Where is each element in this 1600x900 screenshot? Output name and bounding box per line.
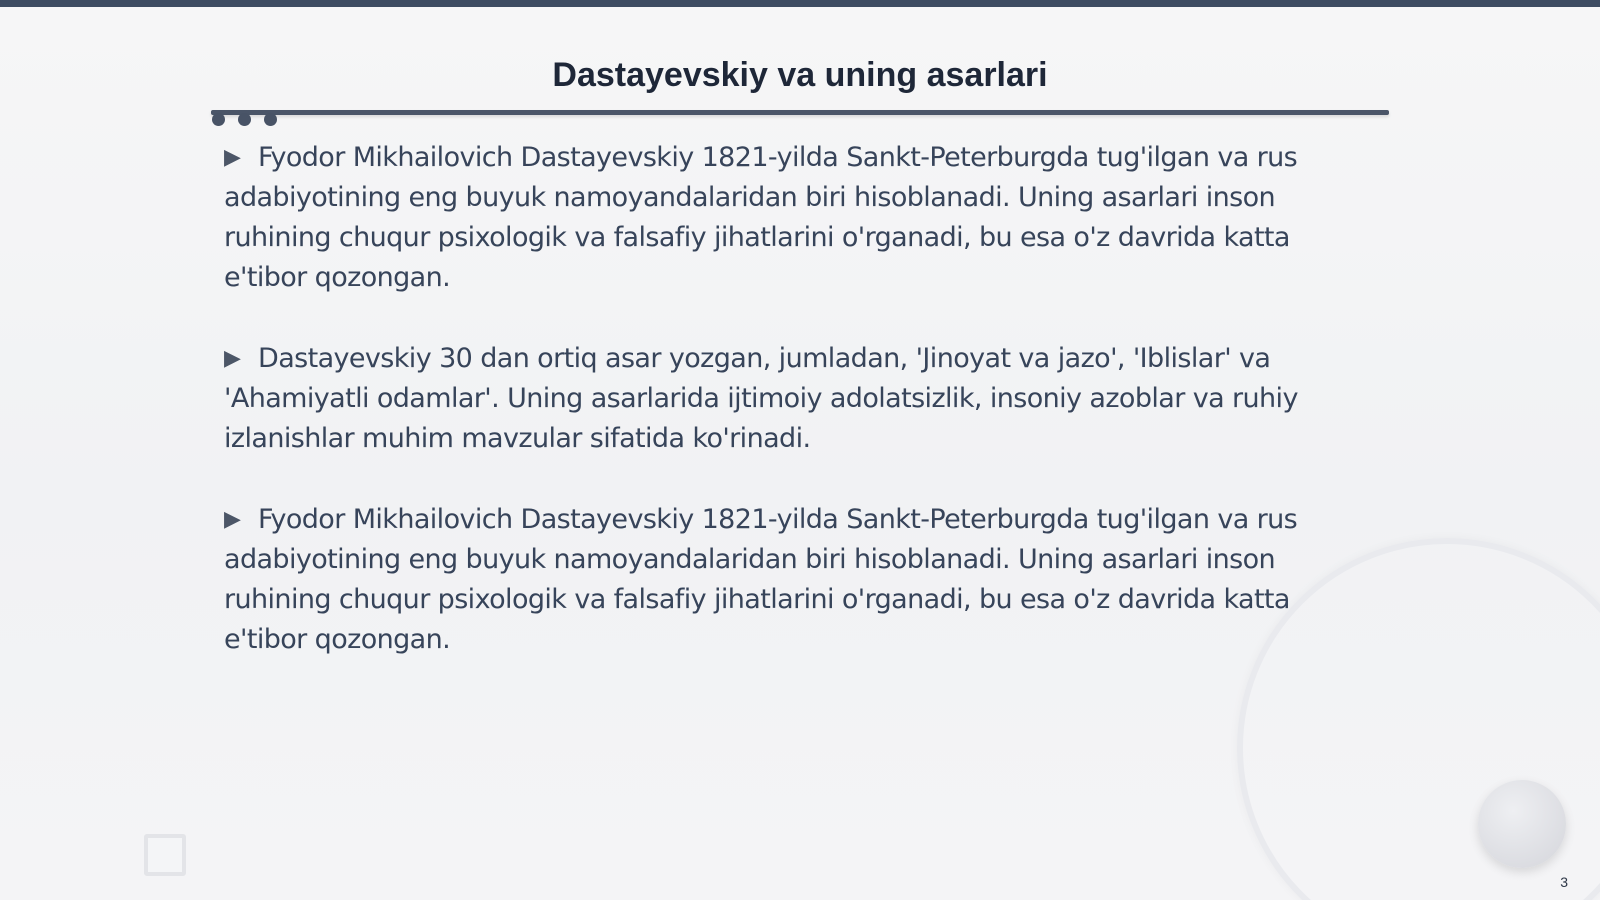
bullet-text: Fyodor Mikhailovich Dastayevskiy 1821-yilda Sankt-Peterburgda tug'ilgan va rus adabiyotining eng buyuk namoyandalaridan biri hisoblanadi. Uning asarlari inson ruhining chuqur psixologik va falsafiy jihatlarini o'rganadi, bu esa o'z davrida katta e'tibor qozongan. <box>224 142 1298 293</box>
bullet-item <box>224 500 1344 660</box>
decorative-square <box>144 834 186 876</box>
bullet-item <box>224 339 1344 459</box>
triangle-right-icon: ▶ <box>224 346 241 371</box>
title-underline <box>211 110 1389 115</box>
underline-dot <box>238 113 251 126</box>
bullet-text: Dastayevskiy 30 dan ortiq asar yozgan, jumladan, 'Jinoyat va jazo', 'Iblislar' va 'Ahamiyatli odamlar'. Uning asarlarida ijtimoiy adolatsizlik, insoniy azoblar va ruhiy izlanishlar muhim mavzular sifatida ko'rinadi. <box>224 343 1298 454</box>
underline-dot <box>264 113 277 126</box>
top-accent-band <box>0 0 1600 7</box>
bullet-item <box>224 138 1344 298</box>
underline-dot <box>212 113 225 126</box>
title-area <box>210 48 1390 120</box>
bullet-text: Fyodor Mikhailovich Dastayevskiy 1821-yilda Sankt-Peterburgda tug'ilgan va rus adabiyotining eng buyuk namoyandalaridan biri hisoblanadi. Uning asarlari inson ruhining chuqur psixologik va falsafiy jihatlarini o'rganadi, bu esa o'z davrida katta e'tibor qozongan. <box>224 504 1298 655</box>
slide-title: Dastayevskiy va uning asarlari <box>552 56 1048 94</box>
triangle-right-icon: ▶ <box>224 145 241 170</box>
slide-page-number: 3 <box>1560 874 1568 890</box>
decorative-disc <box>1478 780 1566 868</box>
triangle-right-icon: ▶ <box>224 507 241 532</box>
bullet-list <box>224 138 1344 660</box>
